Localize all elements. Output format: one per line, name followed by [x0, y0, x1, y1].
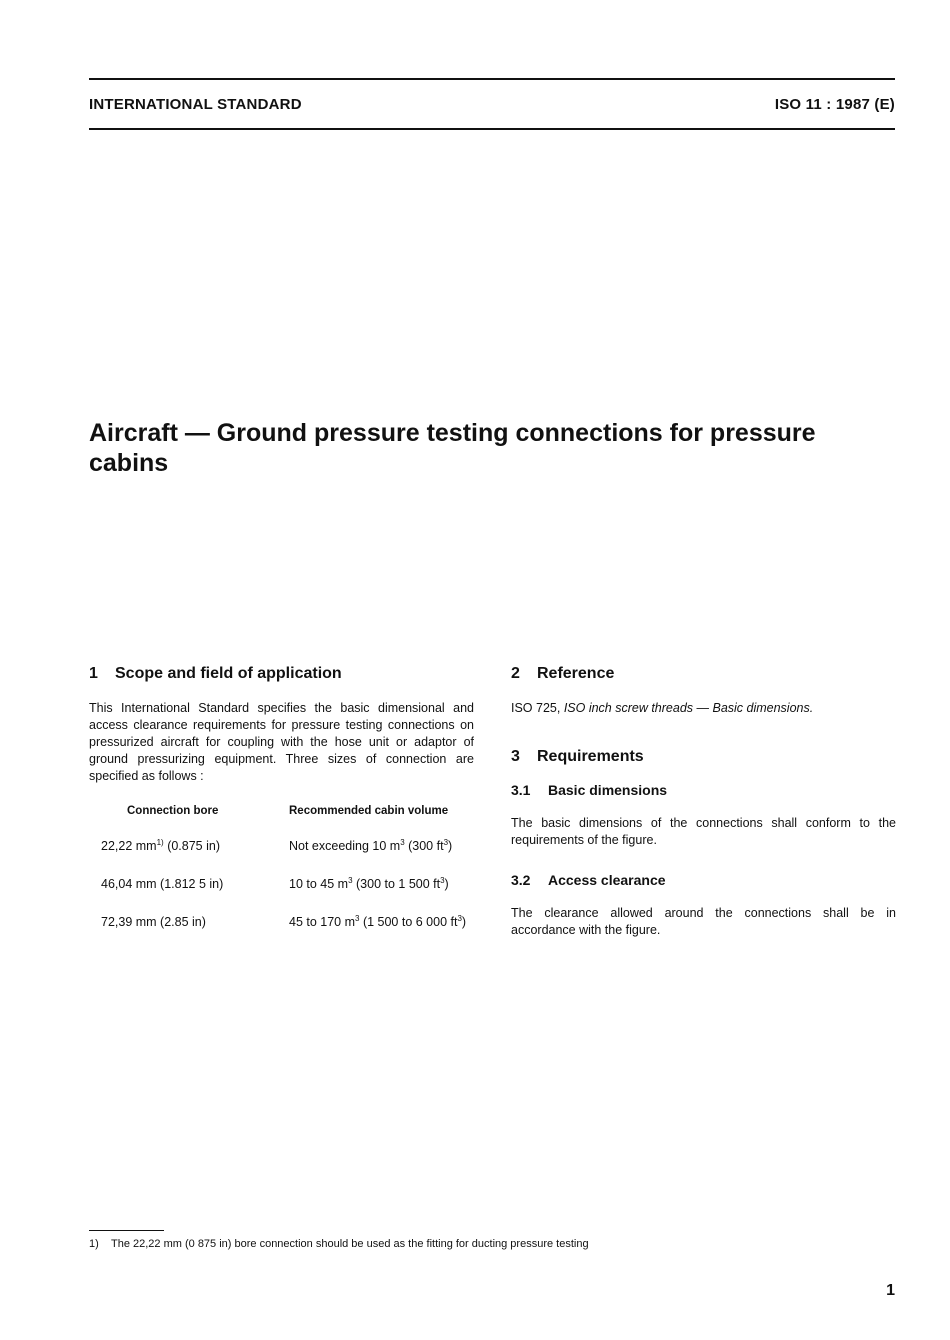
subsection-number: 3.2 — [511, 872, 531, 888]
table-row — [101, 839, 466, 877]
volume-cell: 10 to 45 $m^3$ (300 to 1 500 $ft^3$) — [289, 875, 449, 891]
subsection-title: Access clearance — [548, 872, 666, 888]
section-title: Scope and field of application — [115, 665, 342, 682]
bore-cell: 46,04 mm (1.812 5 in) — [101, 877, 224, 891]
volume-cell: 45 to 170 $m^3$ (1 500 to 6 000 $ft^3$) — [289, 913, 467, 929]
reference-title: ISO inch screw threads — Basic dimensions. — [563, 701, 814, 715]
bore-cell: 22,22 $mm^{1)}$ (0.875 in) — [101, 837, 220, 853]
scope-paragraph: This International Standard specifies the basic dimensional and access clearance requirements for pressure testing connections on pressurized aircraft for coupling with the hose unit or adaptor of ground pressurizing equipment. Three sizes of connection are specified as follows : — [89, 701, 474, 783]
footnote — [89, 1238, 589, 1250]
access-clearance-paragraph: The clearance allowed around the connections shall be in accordance with the figure. — [511, 906, 896, 937]
standard-number: ISO 11 : 1987 (E) — [774, 96, 895, 113]
column-header-volume: Recommended cabin volume — [289, 805, 449, 817]
document-title: Aircraft — Ground pressure testing connections for pressure cabins — [89, 419, 816, 477]
subsection-number: 3.1 — [511, 782, 531, 798]
subsection-3-1-heading — [511, 781, 896, 799]
volume-cell: Not exceeding 10 $m^3$ (300 $ft^3$) — [289, 837, 453, 853]
connection-table — [101, 805, 466, 953]
subsection-3-2-heading — [511, 871, 896, 889]
section-1-heading — [89, 664, 474, 684]
bore-cell: 72,39 mm (2.85 in) — [101, 915, 206, 929]
section-title: Requirements — [537, 748, 644, 765]
table-row — [101, 877, 466, 915]
page-number: 1 — [886, 1282, 895, 1299]
document-type: INTERNATIONAL STANDARD — [89, 96, 302, 113]
section-2-heading — [511, 664, 896, 684]
column-header-bore: Connection bore — [127, 805, 219, 817]
footnote-rule — [89, 1230, 164, 1231]
section-3-heading — [511, 747, 896, 767]
subsection-title: Basic dimensions — [548, 782, 668, 798]
section-title: Reference — [537, 665, 615, 682]
table-header-row — [101, 805, 466, 839]
reference-paragraph: ISO 725, ISO inch screw threads — Basic dimensions. — [511, 701, 814, 715]
footnote-mark: 1) — [89, 1238, 99, 1250]
table-row — [101, 915, 466, 953]
header-rule-top — [89, 78, 895, 80]
section-number: 2 — [511, 665, 520, 682]
footnote-reference: 1) — [156, 837, 164, 847]
footnote-text: The 22,22 mm (0 875 in) bore connection should be used as the fitting for ducting pressure testing — [111, 1238, 589, 1250]
right-column — [511, 664, 896, 939]
section-number: 3 — [511, 748, 520, 765]
left-column — [89, 664, 474, 953]
header-rule-bottom — [89, 128, 895, 130]
basic-dimensions-paragraph: The basic dimensions of the connections shall conform to the requirements of the figure. — [511, 816, 896, 847]
section-number: 1 — [89, 665, 98, 682]
